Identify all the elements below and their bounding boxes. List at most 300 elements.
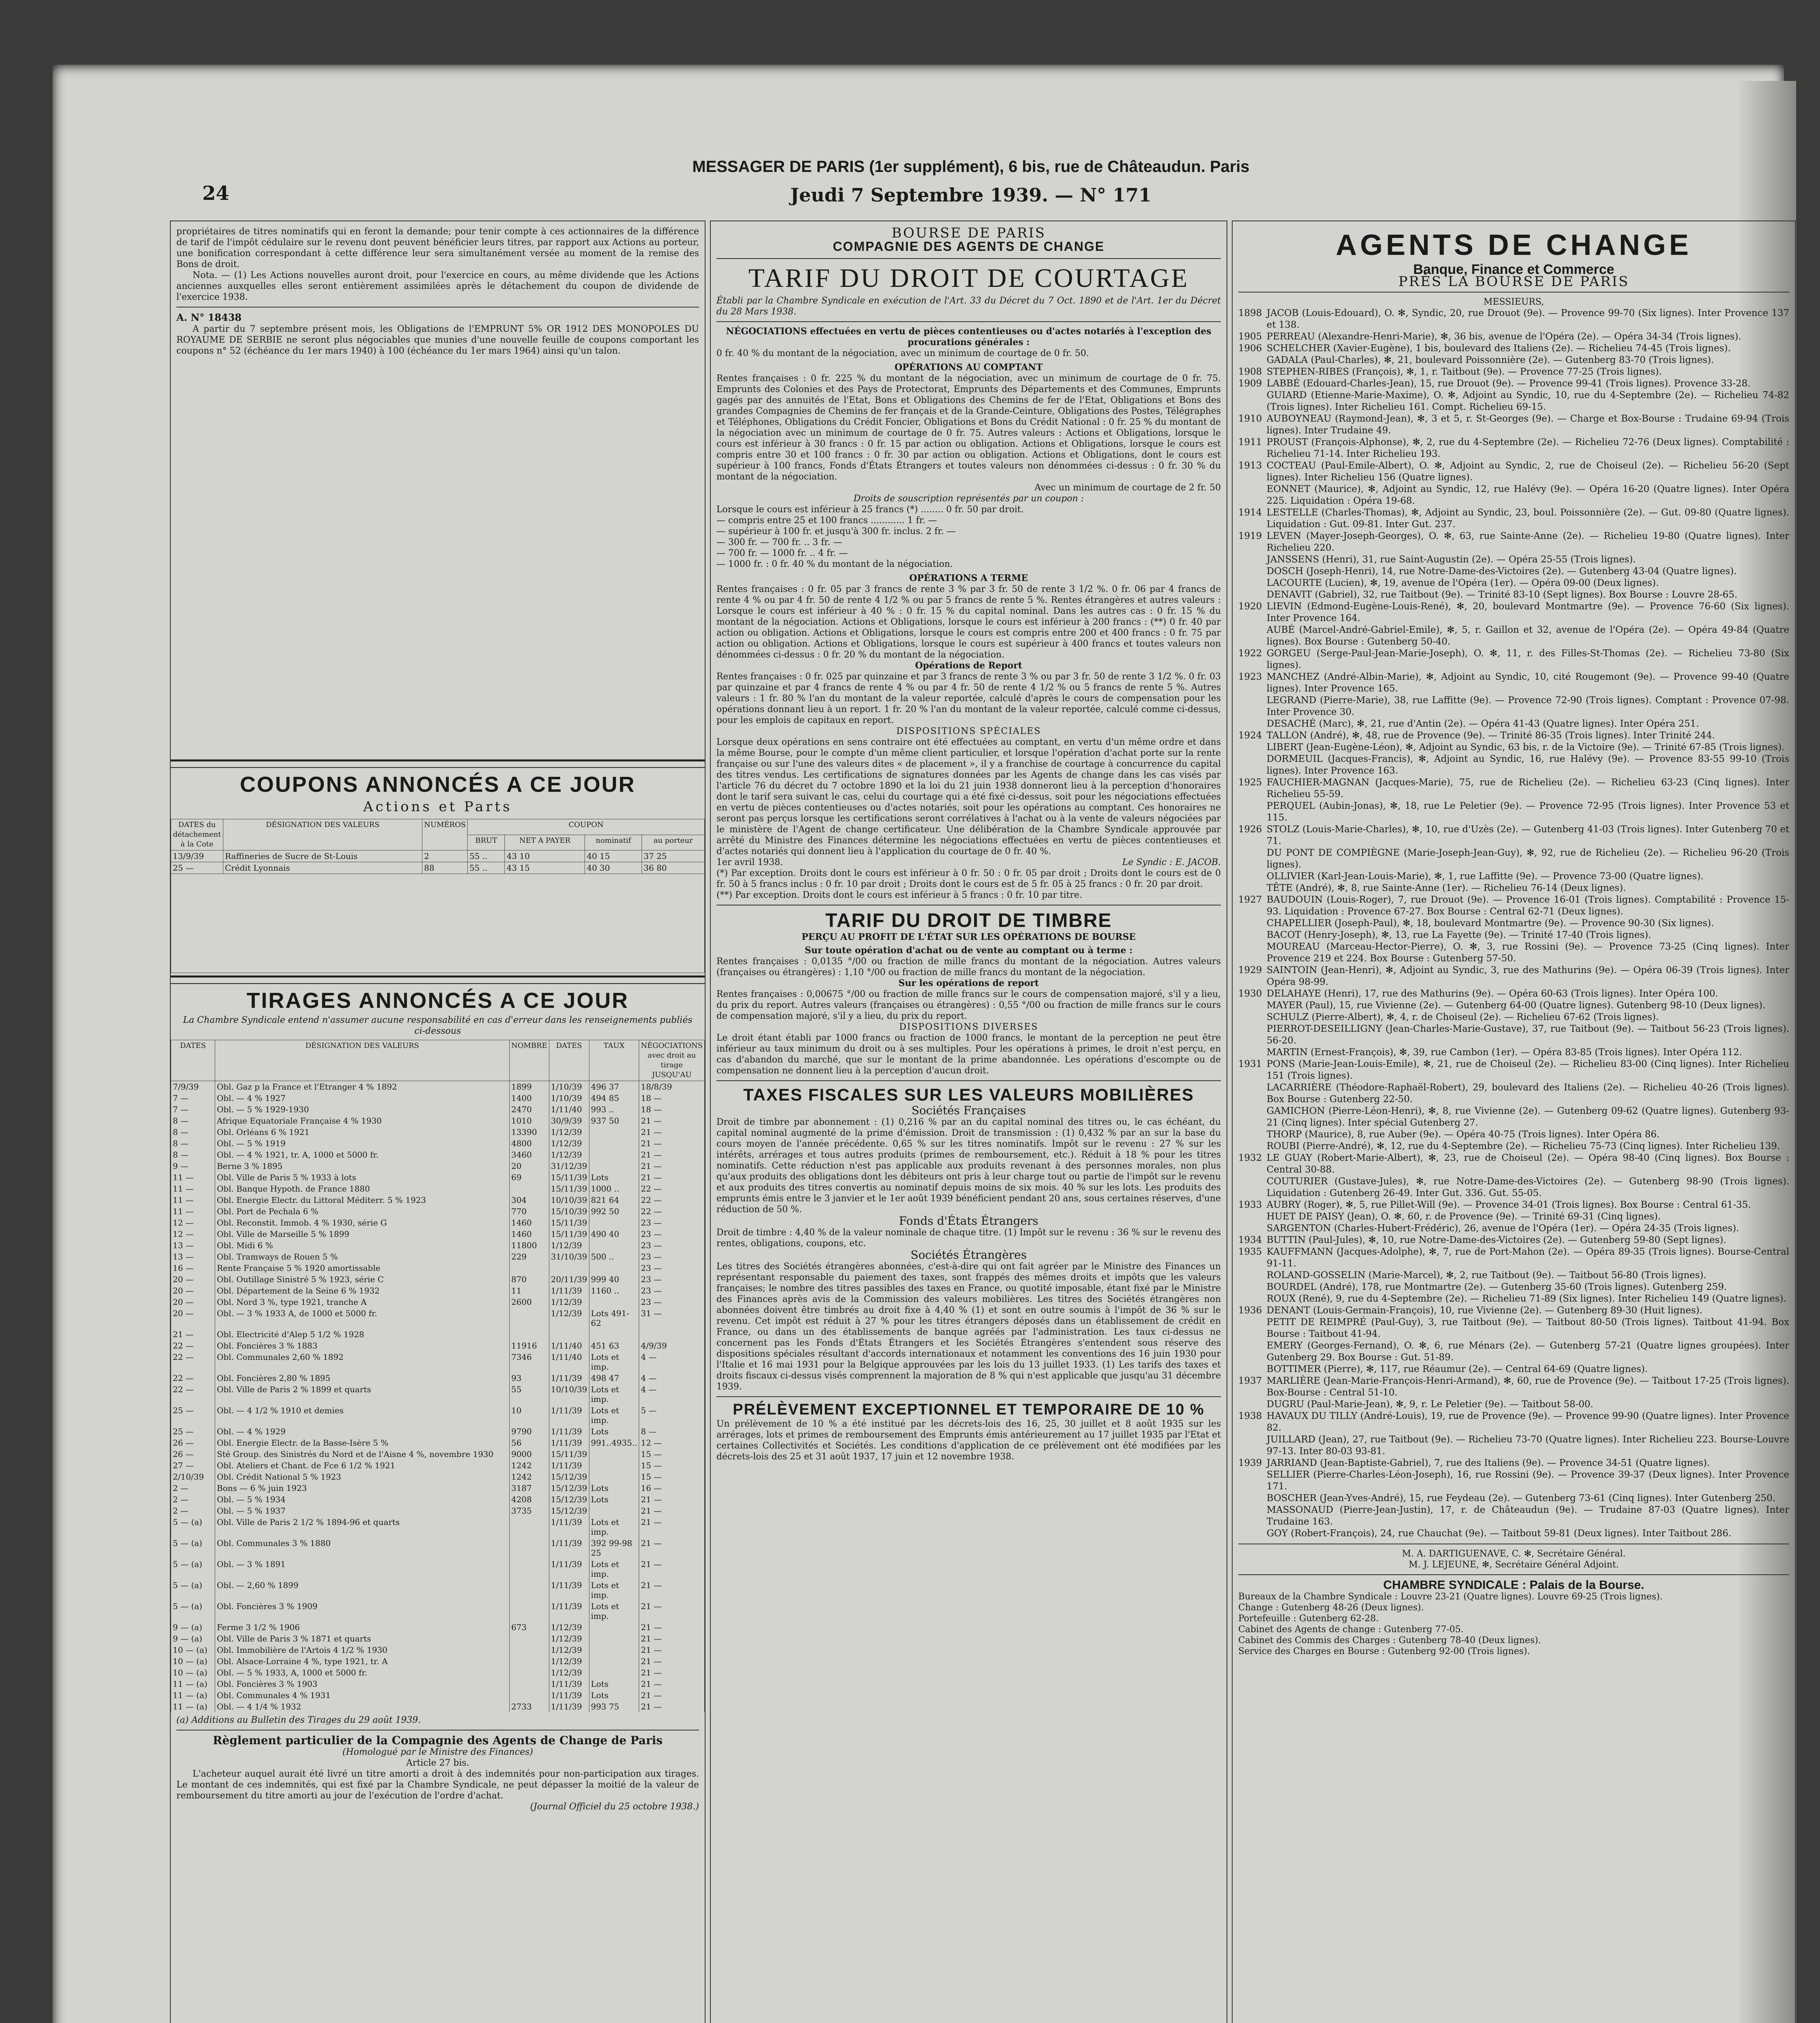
table-cell: Obl. — 4 1/2 % 1910 et demies bbox=[215, 1405, 510, 1426]
agent-entry bbox=[1238, 941, 1789, 965]
agent-details: DELAHAYE (Henri), 17, rue des Mathurins (9e). — Opéra 60-63 (Trois lignes). Inter Opéra 100. bbox=[1267, 988, 1718, 999]
agent-entry bbox=[1238, 753, 1789, 777]
agent-details: TALLON (André), ✻, 48, rue de Provence (9e). — Trinité 86-35 (Trois lignes). Inter Trinité 244. bbox=[1267, 730, 1715, 741]
table-cell bbox=[589, 1160, 639, 1172]
col-header: TAUX bbox=[589, 1040, 639, 1081]
agent-entry bbox=[1238, 1504, 1789, 1528]
terme-text: Rentes françaises : 0 fr. 05 par 3 francs de rente 3 % par 3 fr. 50 de rente 3 1/2 %. 0 fr. 06 par 4 francs de rente 4 % ou par 4 fr. 50 de rente 4 1/2 % ou par 5 francs de rente 5 %. Rentes étrangères et autres valeurs : Lorsque le cours est inférieur à 40 % : 0 fr. 15 % du capital nominal. Dans les autres cas : 0 fr. 15 % du montant de la négociation. Actions et Obligations, lorsque le cours est inférieur à 200 francs : (**) 0 fr. 40 par action ou obligation. Actions et Obligations, lorsque le cours est compris entre 200 et 400 francs : 0 fr. 75 par action ou obligation. Actions et Obligations, lorsque le cours est supérieur à 400 francs et toutes valeurs non dénommées ci-dessus : 0 fr. 20 % du montant de la négociation. bbox=[716, 584, 1221, 660]
agent-year: 1927 bbox=[1238, 895, 1262, 905]
table-cell: Obl. Communales 3 % 1880 bbox=[215, 1537, 510, 1559]
table-cell: Crédit Lyonnais bbox=[223, 862, 422, 874]
agent-details: DESACHÉ (Marc), ✻, 21, rue d'Antin (2e). — Opéra 41-43 (Quatre lignes). Inter Opéra 251. bbox=[1267, 719, 1699, 729]
table-cell: Berne 3 % 1895 bbox=[215, 1160, 510, 1172]
table-cell bbox=[589, 1240, 639, 1251]
agent-entry bbox=[1238, 1375, 1789, 1399]
table-row bbox=[171, 1329, 705, 1340]
table-cell bbox=[589, 1633, 639, 1644]
agent-year bbox=[1238, 1493, 1267, 1504]
table-row bbox=[171, 1405, 705, 1426]
agent-details: LE GUAY (Robert-Marie-Albert), ✻, 23, rue de Choiseul (2e). — Opéra 98-40 (Cinq lignes). Box Bourse : Central 30-88. bbox=[1267, 1153, 1789, 1175]
agent-year bbox=[1238, 1047, 1267, 1058]
table-cell: 1/11/39 bbox=[549, 1601, 589, 1622]
table-cell: 22 — bbox=[171, 1351, 215, 1372]
table-cell: 31/10/39 bbox=[549, 1251, 589, 1262]
table-cell: 21 — bbox=[639, 1690, 705, 1701]
souscription-row: — 700 fr. — 1000 fr. .. 4 fr. — bbox=[716, 548, 848, 558]
table-cell: 21 — bbox=[639, 1622, 705, 1633]
table-row bbox=[171, 1194, 705, 1206]
agent-details: GOY (Robert-François), 24, rue Chauchat (9e). — Taitbout 59-81 (Deux lignes). Inter Taitbout 286. bbox=[1267, 1528, 1731, 1539]
agent-year bbox=[1238, 695, 1267, 718]
table-cell: 1/12/39 bbox=[549, 1240, 589, 1251]
table-cell: 500 .. bbox=[589, 1251, 639, 1262]
agent-year bbox=[1238, 1281, 1267, 1293]
negociations-text: 0 fr. 40 % du montant de la négociation, avec un minimum de courtage de 0 fr. 50. bbox=[716, 348, 1089, 358]
table-cell: 20/11/39 bbox=[549, 1274, 589, 1285]
table-row bbox=[171, 1559, 705, 1580]
table-row bbox=[171, 1251, 705, 1262]
table-cell: 15 — bbox=[639, 1448, 705, 1460]
column-middle bbox=[710, 221, 1227, 2023]
agent-details: MOUREAU (Marceau-Hector-Pierre), O. ✻, 3, rue Rossini (9e). — Provence 73-25 (Cinq lignes). Inter Provence 219 et 224. Box Bourse : Gutenberg 57-50. bbox=[1267, 942, 1789, 964]
divider bbox=[171, 975, 705, 984]
agent-details: PROUST (François-Alphonse), ✻, 2, rue du 4-Septembre (2e). — Richelieu 72-76 (Deux lignes). Comptabilité : Richelieu 71-14. Inter Richelieu 193. bbox=[1267, 437, 1789, 459]
agent-details: GORGEU (Serge-Paul-Jean-Marie-Joseph), O. ✻, 11, r. des Filles-St-Thomas (2e). — Richelieu 73-80 (Six lignes). bbox=[1267, 648, 1789, 670]
agent-entry bbox=[1238, 1434, 1789, 1457]
agent-details: AUBRY (Roger), ✻, 5, rue Pillet-Will (9e). — Provence 34-01 (Trois lignes). Box Bourse : Central 61-35. bbox=[1267, 1200, 1751, 1210]
agent-entry bbox=[1238, 413, 1789, 437]
reglement-subtitle: (Homologué par le Ministre des Finances) bbox=[342, 1747, 533, 1757]
table-cell: 1/11/39 bbox=[549, 1559, 589, 1580]
date-text: 1er avril 1938. bbox=[716, 857, 783, 867]
table-cell bbox=[589, 1505, 639, 1516]
agent-details: SCHELCHER (Xavier-Eugène), 1 bis, boulevard des Italiens (2e). — Richelieu 74-45 (Trois lignes). bbox=[1267, 343, 1731, 354]
table-cell: 20 — bbox=[171, 1308, 215, 1329]
table-cell: Lots et imp. bbox=[589, 1601, 639, 1622]
agent-year: 1922 bbox=[1238, 648, 1262, 659]
agent-details: PIERROT-DESEILLIGNY (Jean-Charles-Marie-Gustave), 37, rue Taitbout (9e). — Taitbout 56-23 (Trois lignes). 56-20. bbox=[1267, 1024, 1789, 1046]
reglement-text: L'acheteur auquel aurait été livré un titre amorti a droit à des indemnités pour non-participation aux tirages. Le montant de ces indemnités, qui est fixé par la Chambre Syndicale, ne peut dépasser la moitié de la valeur de remboursement du titre amorti au jour de l'exécution de l'ordre d'achat. bbox=[176, 1769, 699, 1801]
chambre-line: Service des Charges en Bourse : Gutenberg 92-00 (Trois lignes). bbox=[1238, 1646, 1530, 1656]
table-cell: Rente Française 5 % 1920 amortissable bbox=[215, 1262, 510, 1274]
agent-year bbox=[1238, 1211, 1267, 1223]
agent-details: COUTURIER (Gustave-Jules), ✻, rue Notre-Dame-des-Victoires (2e). — Gutenberg 98-90 (Trois lignes). Liquidation : Gutenberg 26-49. Inter Gut. 336. Gut. 55-05. bbox=[1267, 1176, 1789, 1198]
table-cell: 9 — (a) bbox=[171, 1622, 215, 1633]
table-cell: Obl. — 4 % 1921, tr. A, 1000 et 5000 fr. bbox=[215, 1149, 510, 1160]
agent-entry bbox=[1238, 847, 1789, 871]
table-cell bbox=[589, 1644, 639, 1656]
table-row bbox=[171, 1340, 705, 1351]
agent-year: 1939 bbox=[1238, 1458, 1262, 1468]
table-cell: Obl. Foncières 3 % 1903 bbox=[215, 1678, 510, 1690]
table-cell bbox=[589, 1329, 639, 1340]
table-cell bbox=[639, 1329, 705, 1340]
table-cell: Lots 491-62 bbox=[589, 1308, 639, 1329]
agent-year: 1920 bbox=[1238, 601, 1262, 612]
table-cell: Obl. — 5 % 1929-1930 bbox=[215, 1104, 510, 1115]
table-cell: 992 50 bbox=[589, 1206, 639, 1217]
table-cell: 25 — bbox=[171, 862, 223, 874]
agent-year: 1924 bbox=[1238, 730, 1262, 741]
table-cell: 13 — bbox=[171, 1251, 215, 1262]
table-cell: 55 .. bbox=[468, 862, 505, 874]
agent-year bbox=[1238, 1317, 1267, 1340]
table-cell bbox=[589, 1138, 639, 1149]
agent-details: DORMEUIL (Jacques-Francis), ✻, Adjoint au Syndic, 16, rue Halévy (9e). — Provence 83-55 99-10 (Trois lignes). Inter Provence 163. bbox=[1267, 754, 1789, 776]
col-header: DÉSIGNATION DES VALEURS bbox=[223, 819, 422, 850]
table-cell: 16 — bbox=[171, 1262, 215, 1274]
agent-details: EMERY (Georges-Fernand), O. ✻, 6, rue Ménars (2e). — Gutenberg 57-21 (Quatre lignes groupées). Inter Gutenberg 29. Box Bourse : Gut. 51-89. bbox=[1267, 1340, 1789, 1363]
table-cell: Obl. Ville de Paris 2 % 1899 et quarts bbox=[215, 1384, 510, 1405]
table-cell: 21 — bbox=[639, 1656, 705, 1667]
agent-entry bbox=[1238, 1176, 1789, 1199]
agent-details: SARGENTON (Charles-Hubert-Frédéric), 26, avenue de l'Opéra (1er). — Opéra 24-35 (Trois lignes). bbox=[1267, 1223, 1739, 1234]
table-cell: 1/10/39 bbox=[549, 1092, 589, 1104]
table-cell: 1/12/39 bbox=[549, 1667, 589, 1678]
table-row bbox=[171, 1372, 705, 1384]
table-row bbox=[171, 1494, 705, 1505]
table-row bbox=[171, 1644, 705, 1656]
table-cell: 12 — bbox=[171, 1217, 215, 1228]
agent-details: BAUDOUIN (Louis-Roger), 7, rue Drouot (9e). — Provence 16-01 (Trois lignes). Comptabilité : Provence 15-93. Liquidation : Provence 67-27. Box Bourse : Central 62-71 (Deux lignes). bbox=[1267, 895, 1789, 917]
table-cell: Obl. — 3 % 1891 bbox=[215, 1559, 510, 1580]
table-cell: Obl. Foncières 3 % 1883 bbox=[215, 1340, 510, 1351]
agent-entry bbox=[1238, 1469, 1789, 1493]
coupons-subtitle: Actions et Parts bbox=[363, 799, 513, 815]
table-cell: 12 — bbox=[639, 1437, 705, 1448]
table-cell: 5 — (a) bbox=[171, 1601, 215, 1622]
table-cell: 21 — bbox=[639, 1172, 705, 1183]
agent-details: BUTTIN (Paul-Jules), ✻, 10, rue Notre-Dame-des-Victoires (2e). — Gutenberg 59-80 (Sept lignes). bbox=[1267, 1235, 1727, 1245]
table-cell: Sté Group. des Sinistrés du Nord et de l'Aisne 4 %, novembre 1930 bbox=[215, 1448, 510, 1460]
agent-details: LEGRAND (Pierre-Marie), 38, rue Laffitte (9e). — Provence 72-90 (Trois lignes). Comptant : Provence 07-98. Inter Provence 30. bbox=[1267, 695, 1789, 717]
table-cell: 1/12/39 bbox=[549, 1308, 589, 1329]
table-row bbox=[171, 1308, 705, 1329]
table-cell: 1000 .. bbox=[589, 1183, 639, 1194]
table-cell: Lots et imp. bbox=[589, 1559, 639, 1580]
table-cell: 4 — bbox=[639, 1351, 705, 1372]
agent-year: 1908 bbox=[1238, 367, 1262, 377]
table-cell: Obl. Communales 2,60 % 1892 bbox=[215, 1351, 510, 1372]
agent-entry bbox=[1238, 1317, 1789, 1340]
agent-details: LACARRIÈRE (Théodore-Raphaël-Robert), 29, boulevard des Italiens (2e). — Richelieu 40-26 (Trois lignes). Box Bourse : Gutenberg 22-50. bbox=[1267, 1082, 1789, 1105]
table-cell: 2470 bbox=[509, 1104, 549, 1115]
agent-year bbox=[1238, 1293, 1267, 1305]
agent-year bbox=[1238, 882, 1267, 894]
table-cell: 1/11/39 bbox=[549, 1437, 589, 1448]
divider bbox=[716, 1396, 1221, 1397]
fonds-etats-text: Droit de timbre : 4,40 % de la valeur nominale de chaque titre. (1) Impôt sur le revenu : 36 % sur le revenu des rentes, obligations, coupons, etc. bbox=[716, 1228, 1221, 1249]
agent-details: STEPHEN-RIBES (François), ✻, 1, r. Taitbout (9e). — Provence 77-25 (Trois lignes). bbox=[1267, 367, 1662, 377]
table-cell: Obl. Foncières 2,80 % 1895 bbox=[215, 1372, 510, 1384]
table-cell: 9000 bbox=[509, 1448, 549, 1460]
agent-year: 1938 bbox=[1238, 1411, 1262, 1421]
table-cell: 18 — bbox=[639, 1092, 705, 1104]
reglement-source: (Journal Officiel du 25 octobre 1938.) bbox=[530, 1802, 699, 1812]
table-cell: 3460 bbox=[509, 1149, 549, 1160]
table-cell: 13 — bbox=[171, 1240, 215, 1251]
agent-details: BACOT (Henry-Joseph), ✻, 13, rue La Fayette (9e). — Trinité 17-40 (Trois lignes). bbox=[1267, 930, 1651, 940]
agent-entry bbox=[1238, 566, 1789, 577]
agent-entry bbox=[1238, 507, 1789, 530]
table-cell bbox=[509, 1183, 549, 1194]
agent-entry bbox=[1238, 390, 1789, 413]
table-row bbox=[171, 1285, 705, 1296]
agent-details: THORP (Maurice), 8, rue Auber (9e). — Opéra 40-75 (Trois lignes). Inter Opéra 86. bbox=[1267, 1129, 1660, 1140]
agent-year bbox=[1238, 1082, 1267, 1105]
agent-details: ROUBI (Pierre-André), ✻, 12, rue du 4-Septembre (2e). — Richelieu 75-73 (Cinq lignes). Inter Richelieu 139. bbox=[1267, 1141, 1780, 1151]
agent-year bbox=[1238, 1504, 1267, 1528]
col-header: NET A PAYER bbox=[505, 835, 585, 850]
agent-entry bbox=[1238, 1129, 1789, 1141]
table-cell: 26 — bbox=[171, 1448, 215, 1460]
serbie-notice: A partir du 7 septembre présent mois, les Obligations de l'EMPRUNT 5% OR 1912 DES MONOPOLES DU ROYAUME DE SERBIE ne seront plus négociables que munies d'une nouvelle feuille de coupons comportant les coupons n° 52 (échéance du 1er mars 1940) à 100 (échéance du 1er mars 1964) ainsi qu'un talon. bbox=[176, 324, 699, 356]
table-row bbox=[171, 1667, 705, 1678]
table-cell: 21 — bbox=[171, 1329, 215, 1340]
agent-details: EONNET (Maurice), ✻, Adjoint au Syndic, 12, rue Halévy (9e). — Opéra 16-20 (Quatre lignes). Inter Opéra 225. Liquidation : Opéra 19-68. bbox=[1267, 484, 1789, 506]
tirages-table bbox=[171, 1040, 705, 1712]
agent-entry bbox=[1238, 307, 1789, 331]
table-cell: 36 80 bbox=[642, 862, 705, 874]
agent-year: 1905 bbox=[1238, 331, 1262, 342]
table-row bbox=[171, 1149, 705, 1160]
table-cell: Obl. Midi 6 % bbox=[215, 1240, 510, 1251]
table-cell bbox=[509, 1601, 549, 1622]
agent-details: HUET DE PAISY (Jean), O. ✻, 60, r. de Provence (9e). — Trinité 69-31 (Cinq lignes). bbox=[1267, 1211, 1661, 1222]
table-row bbox=[171, 1460, 705, 1471]
fonds-etats-title: Fonds d'États Étrangers bbox=[899, 1214, 1038, 1228]
table-cell: Lots bbox=[589, 1494, 639, 1505]
agent-details: ROUX (René), 9, rue du 4-Septembre (2e). — Richelieu 71-89 (Six lignes). Inter Richelieu 149 (Quatre lignes). bbox=[1267, 1294, 1786, 1304]
agent-entry bbox=[1238, 601, 1789, 624]
table-cell: 10/10/39 bbox=[549, 1194, 589, 1206]
table-cell: 7346 bbox=[509, 1351, 549, 1372]
page-number: 24 bbox=[202, 182, 229, 205]
table-cell: 15 — bbox=[639, 1471, 705, 1482]
table-cell bbox=[589, 1448, 639, 1460]
table-row bbox=[171, 1482, 705, 1494]
table-cell: Obl. — 5 % 1933, A, 1000 et 5000 fr. bbox=[215, 1667, 510, 1678]
table-cell: 3187 bbox=[509, 1482, 549, 1494]
table-blank bbox=[171, 874, 705, 973]
table-cell: 8 — bbox=[171, 1138, 215, 1149]
agent-details: DU PONT DE COMPIÈGNE (Marie-Joseph-Jean-Guy), ✻, 92, rue de Richelieu (2e). — Richelieu 96-20 (Trois lignes). bbox=[1267, 848, 1789, 870]
agent-entry bbox=[1238, 460, 1789, 483]
table-cell: Ferme 3 1/2 % 1906 bbox=[215, 1622, 510, 1633]
table-cell: 15/10/39 bbox=[549, 1206, 589, 1217]
agent-details: JARRIAND (Jean-Baptiste-Gabriel), 7, rue des Italiens (9e). — Provence 34-51 (Quatre lignes). bbox=[1267, 1458, 1710, 1468]
table-cell: Obl. Outillage Sinistré 5 % 1923, série C bbox=[215, 1274, 510, 1285]
agent-entry bbox=[1238, 894, 1789, 918]
table-cell: Obl. Port de Pechala 6 % bbox=[215, 1206, 510, 1217]
table-cell: Lots et imp. bbox=[589, 1405, 639, 1426]
table-cell: 229 bbox=[509, 1251, 549, 1262]
table-cell bbox=[509, 1262, 549, 1274]
table-cell: 15 — bbox=[639, 1460, 705, 1471]
agent-entry bbox=[1238, 871, 1789, 882]
table-cell: 1/12/39 bbox=[549, 1644, 589, 1656]
table-row bbox=[171, 1633, 705, 1644]
agent-details: PETIT DE REIMPRÉ (Paul-Guy), 3, rue Taitbout (9e). — Taitbout 80-50 (Trois lignes). Taitbout 41-94. Box Bourse : Taitbout 41-94. bbox=[1267, 1317, 1789, 1339]
table-cell: 1/11/39 bbox=[549, 1460, 589, 1471]
agent-year: 1937 bbox=[1238, 1376, 1262, 1386]
table-cell bbox=[589, 1262, 639, 1274]
table-cell: 498 47 bbox=[589, 1372, 639, 1384]
table-cell: 2733 bbox=[509, 1701, 549, 1712]
divider bbox=[1238, 1574, 1789, 1575]
reglement-article: Article 27 bis. bbox=[406, 1758, 470, 1768]
table-cell: 21 — bbox=[639, 1633, 705, 1644]
table-cell: 1/11/39 bbox=[549, 1580, 589, 1601]
divider bbox=[716, 321, 1221, 322]
agent-details: GAMICHON (Pierre-Léon-Henri), ✻, 8, rue Vivienne (2e). — Gutenberg 09-62 (Quatre lignes). Gutenberg 93-21 (Cinq lignes). Inter spécial Gutenberg 27. bbox=[1267, 1106, 1789, 1128]
col-header: NOMBRE bbox=[509, 1040, 549, 1081]
table-cell: 490 40 bbox=[589, 1228, 639, 1240]
table-cell: 10/10/39 bbox=[549, 1384, 589, 1405]
table-cell: 43 15 bbox=[505, 862, 585, 874]
table-cell: 23 — bbox=[639, 1274, 705, 1285]
agent-year: 1935 bbox=[1238, 1247, 1262, 1257]
agent-year bbox=[1238, 577, 1267, 589]
souscription-row: Lorsque le cours est inférieur à 25 francs (*) ........ 0 fr. 50 par droit. bbox=[716, 505, 1024, 515]
agent-year bbox=[1238, 941, 1267, 965]
agent-details: PERREAU (Alexandre-Henri-Marie), ✻, 36 bis, avenue de l'Opéra (2e). — Opéra 34-34 (Trois lignes). bbox=[1267, 331, 1742, 342]
diverses-text: Le droit étant établi par 1000 francs ou fraction de 1000 francs, le montant de la perception ne peut être inférieur au taux minimum du droit ou à ses multiples. Pour les opérations à primes, le droit n'est perçu, en cas d'abandon du marché, que sur le montant de la prime abandonnée. Les opérations d'escompte ou de compensation ne donnent lieu à la perception d'aucun droit. bbox=[716, 1033, 1221, 1076]
secretary-general: M. A. DARTIGUENAVE, C. ✻, Secrétaire Général. bbox=[1402, 1549, 1626, 1559]
table-cell: 15/11/39 bbox=[549, 1228, 589, 1240]
table-cell: Lots et imp. bbox=[589, 1580, 639, 1601]
table-cell bbox=[509, 1516, 549, 1537]
table-cell: 1/12/39 bbox=[549, 1138, 589, 1149]
agent-details: MANCHEZ (André-Albin-Marie), ✻, Adjoint au Syndic, 10, cité Rougemont (9e). — Provence 99-40 (Quatre lignes). Inter Provence 165. bbox=[1267, 672, 1789, 694]
agent-entry bbox=[1238, 1399, 1789, 1410]
agent-details: GADALA (Paul-Charles), ✻, 21, boulevard Poissonnière (2e). — Gutenberg 83-70 (Trois lignes). bbox=[1267, 355, 1714, 365]
table-cell: 1460 bbox=[509, 1228, 549, 1240]
table-row bbox=[171, 1115, 705, 1126]
agent-details: DOSCH (Joseph-Henri), 14, rue Notre-Dame-des-Victoires (2e). — Gutenberg 43-04 (Quatre lignes). bbox=[1267, 566, 1737, 577]
table-cell bbox=[549, 1329, 589, 1340]
agent-entry bbox=[1238, 483, 1789, 507]
agent-details: JUILLARD (Jean), 27, rue Taitbout (9e). — Richelieu 73-70 (Quatre lignes). Inter Richelieu 223. Bourse-Louvre 97-13. Inter 80-03 93-81. bbox=[1267, 1434, 1789, 1457]
agent-entry bbox=[1238, 1234, 1789, 1246]
table-cell: 9790 bbox=[509, 1426, 549, 1437]
agent-entry bbox=[1238, 577, 1789, 589]
agent-details: MARTIN (Ernest-François), ✻, 39, rue Cambon (1er). — Opéra 83-85 (Trois lignes). Inter Opéra 112. bbox=[1267, 1047, 1742, 1058]
col-header: nominatif bbox=[585, 835, 642, 850]
table-cell: 1/11/39 bbox=[549, 1690, 589, 1701]
table-cell: 18 — bbox=[639, 1104, 705, 1115]
table-cell: 2600 bbox=[509, 1296, 549, 1308]
tarif-courtage-subtitle: Établi par la Chambre Syndicale en exécution de l'Art. 33 du Décret du 7 Oct. 1890 et de l'Art. 1er du Décret du 28 Mars 1938. bbox=[716, 296, 1221, 317]
taxes-title: TAXES FISCALES SUR LES VALEURS MOBILIÈRES bbox=[743, 1085, 1194, 1104]
table-cell: 496 37 bbox=[589, 1081, 639, 1093]
table-row bbox=[171, 1206, 705, 1217]
nota-paragraph: Nota. — (1) Les Actions nouvelles auront droit, pour l'exercice en cours, au même dividende que les Actions anciennes auxquelles elles seront entièrement assimilées après le détachement du coupon de dividende de l'exercice 1938. bbox=[176, 270, 699, 302]
table-cell: 37 25 bbox=[642, 850, 705, 862]
agent-details: TÊTE (André), ✻, 8, rue Sainte-Anne (1er). — Richelieu 76-14 (Deux lignes). bbox=[1267, 883, 1626, 893]
table-cell: Obl. Communales 4 % 1931 bbox=[215, 1690, 510, 1701]
agent-entry bbox=[1238, 1105, 1789, 1129]
agent-entry bbox=[1238, 929, 1789, 941]
chambre-line: Portefeuille : Gutenberg 62-28. bbox=[1238, 1614, 1379, 1624]
agent-year bbox=[1238, 1023, 1267, 1047]
agent-entry bbox=[1238, 965, 1789, 988]
agent-year: 1906 bbox=[1238, 343, 1262, 354]
agent-entry bbox=[1238, 1270, 1789, 1281]
table-cell bbox=[509, 1537, 549, 1559]
report-timbre-text: Rentes françaises : 0,00675 °/00 ou fraction de mille francs sur le cours de compensation majoré, s'il y a lieu, du prix du report. Autres valeurs (françaises ou étrangères) : 0,55 °/00 ou fraction de mille francs sur le cours de compensation majoré, s'il y a lieu, du prix du report. bbox=[716, 989, 1221, 1021]
societes-etrangeres-text: Les titres des Sociétés étrangères abonnées, c'est-à-dire qui ont fait agréer par le Ministre des Finances un représentant responsable du paiement des taxes, sont frappés des mêmes droits et impôts que les valeurs françaises; le nombre des titres passibles des taxes en France, ou quotité imposable, étant fixé par le Ministre des Finances après avis de la Commission des valeurs mobilières. Les titres des Sociétés étrangères non abonnées doivent être timbrés au droit fixe à 4,40 % (1) et sont en outre soumis à l'impôt de 36 % sur le revenu. Cet impôt est réduit à 27 % pour les titres étrangers déposés dans un établissement de crédit en France, ou dans un des établissements de banque agréés par l'administration. Les taux ci-dessus ne concernent pas les Fonds d'États Étrangers et les Sociétés Étrangères s'entendent sous réserve des dispositions spéciales résultant d'accords internationaux et notamment les conventions des 16 juin 1930 pour l'Italie et 16 mai 1931 pour la Belgique approuvées par les lois du 13 juillet 1933. (1) Les tarifs des taxes et droits fiscaux ci-dessus visés comprennent la majoration de 8 % qui n'est applicable que jusqu'au 31 décembre 1939. bbox=[716, 1262, 1221, 1392]
table-row bbox=[171, 862, 705, 874]
agent-year: 1911 bbox=[1238, 437, 1262, 447]
divider bbox=[1238, 292, 1789, 293]
table-cell: 21 — bbox=[639, 1115, 705, 1126]
agent-details: OLLIVIER (Karl-Jean-Louis-Marie), ✻, 1, rue Laffitte (9e). — Provence 73-00 (Quatre lignes). bbox=[1267, 871, 1704, 882]
agent-year bbox=[1238, 742, 1267, 753]
table-cell: Obl. Energie Electr. du Littoral Méditerr. 5 % 1923 bbox=[215, 1194, 510, 1206]
table-cell: 8 — bbox=[171, 1126, 215, 1138]
agent-year bbox=[1238, 1364, 1267, 1375]
agent-entry bbox=[1238, 671, 1789, 695]
table-cell: Lots bbox=[589, 1426, 639, 1437]
agent-details: SAINTOIN (Jean-Henri), ✻, Adjoint au Syndic, 3, rue des Mathurins (9e). — Opéra 06-39 (Trois lignes). Inter Opéra 98-99. bbox=[1267, 965, 1789, 987]
table-cell: 1899 bbox=[509, 1081, 549, 1093]
agent-details: DENANT (Louis-Germain-François), 10, rue Vivienne (2e). — Gutenberg 89-30 (Huit lignes). bbox=[1267, 1305, 1703, 1316]
issue-date-line: Jeudi 7 Septembre 1939. — N° 171 bbox=[790, 184, 1152, 206]
table-cell: 11 — (a) bbox=[171, 1690, 215, 1701]
agent-year bbox=[1238, 1434, 1267, 1457]
table-row bbox=[171, 1426, 705, 1437]
table-cell: 11 — (a) bbox=[171, 1678, 215, 1690]
table-row bbox=[171, 1601, 705, 1622]
agent-details: MASSONAUD (Pierre-Jean-Justin), 17, r. de Châteaudun (9e). — Trudaine 87-03 (Quatre lignes). Inter Trudaine 163. bbox=[1267, 1505, 1789, 1527]
table-cell: Obl. Ville de Paris 2 1/2 % 1894-96 et quarts bbox=[215, 1516, 510, 1537]
messieurs-label: MESSIEURS, bbox=[1483, 297, 1544, 307]
table-cell: 2 — bbox=[171, 1494, 215, 1505]
table-cell: Obl. Ville de Marseille 5 % 1899 bbox=[215, 1228, 510, 1240]
agent-entry bbox=[1238, 1199, 1789, 1211]
table-cell: 11 — bbox=[171, 1183, 215, 1194]
agent-details: PERQUEL (Aubin-Jonas), ✻, 18, rue Le Peletier (9e). — Provence 72-95 (Trois lignes). Inter Provence 53 et 115. bbox=[1267, 801, 1789, 823]
table-row bbox=[171, 1092, 705, 1104]
agent-entry bbox=[1238, 1305, 1789, 1317]
agent-year bbox=[1238, 1399, 1267, 1410]
table-cell: 23 — bbox=[639, 1285, 705, 1296]
column-right bbox=[1232, 221, 1796, 2023]
table-cell: 31 — bbox=[639, 1308, 705, 1329]
chambre-line: Change : Gutenberg 48-26 (Deux lignes). bbox=[1238, 1603, 1424, 1613]
agent-year: 1929 bbox=[1238, 965, 1262, 975]
table-cell: Lots et imp. bbox=[589, 1351, 639, 1372]
table-cell: 20 — bbox=[171, 1285, 215, 1296]
table-cell: Obl. — 4 % 1929 bbox=[215, 1426, 510, 1437]
report-title: Opérations de Report bbox=[915, 660, 1022, 671]
agent-details: HAVAUX DU TILLY (André-Louis), 19, rue de Provence (9e). — Provence 99-90 (Quatre lignes). Inter Provence 82. bbox=[1267, 1411, 1789, 1433]
table-cell: 25 — bbox=[171, 1405, 215, 1426]
table-row bbox=[171, 1138, 705, 1149]
table-cell: 1/11/39 bbox=[549, 1537, 589, 1559]
table-cell: 1/11/39 bbox=[549, 1405, 589, 1426]
table-row bbox=[171, 1126, 705, 1138]
table-cell: Obl. Ateliers et Chant. de Fce 6 1/2 % 1921 bbox=[215, 1460, 510, 1471]
signature-text: Le Syndic : E. JACOB. bbox=[1122, 857, 1221, 867]
col-header: DATES bbox=[171, 1040, 215, 1081]
agent-year bbox=[1238, 390, 1267, 413]
table-cell: 13/9/39 bbox=[171, 850, 223, 862]
table-cell bbox=[509, 1308, 549, 1329]
table-cell: 15/12/39 bbox=[549, 1494, 589, 1505]
report-timbre-title: Sur les opérations de report bbox=[898, 978, 1039, 988]
